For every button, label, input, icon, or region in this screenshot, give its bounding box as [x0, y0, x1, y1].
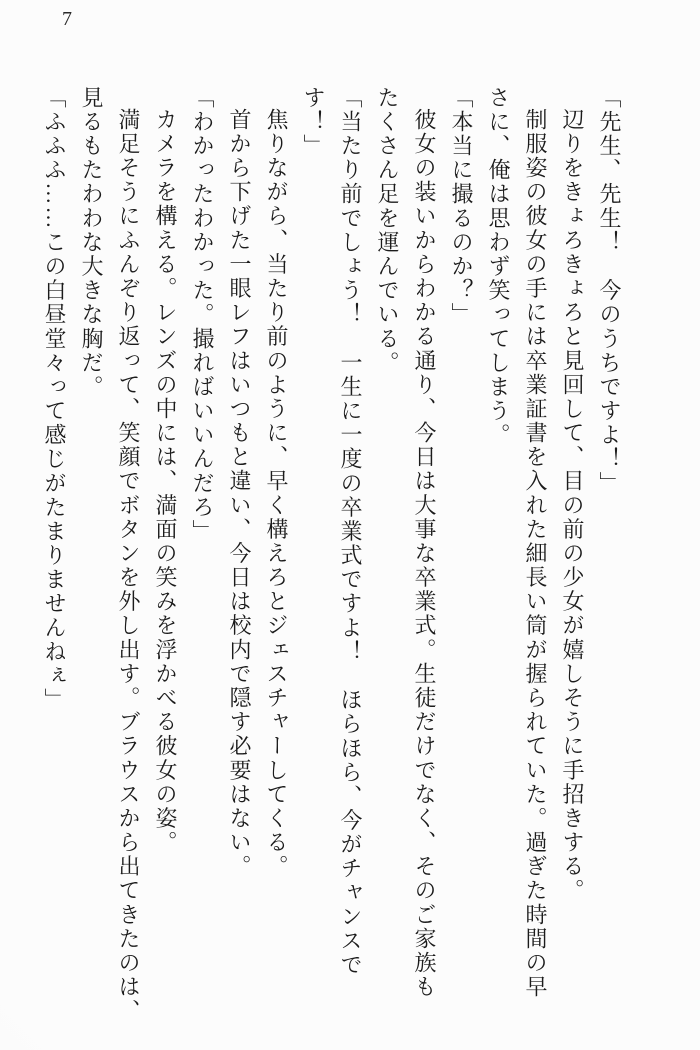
text-line: たくさん足を運んでいる。 [375, 86, 400, 376]
text-line: 焦りながら、当たり前のように、早く構えろとジェスチャーしてくる。 [264, 108, 289, 879]
text-line: 満足そうにふんぞり返って、笑顔でボタンを外し出す。ブラウスから出てきたのは、 [116, 108, 141, 1024]
text-line: 見るもたわわな大きな胸だ。 [79, 86, 104, 400]
text-line: 「先生、先生！ 今のうちですよ！」 [597, 86, 622, 496]
text-line: 彼女の装いからわかる通り、今日は大事な卒業式。生徒だけでなく、そのご家族も [412, 108, 437, 1000]
text-line: 「本当に撮るのか？」 [449, 86, 474, 327]
text-line: 「ふふふ……この白昼堂々って感じがたまりませんねぇ」 [42, 86, 67, 713]
text-line: 辺りをきょろきょろと見回して、目の前の少女が嬉しそうに手招きする。 [560, 108, 585, 903]
text-line: す！」 [301, 86, 326, 159]
text-columns [36, 86, 628, 1024]
text-line: カメラを構える。レンズの中には、満面の笑みを浮かべる彼女の姿。 [153, 108, 178, 855]
text-line: 制服姿の彼女の手には卒業証書を入れた細長い筒が握られていた。過ぎた時間の早 [523, 108, 548, 1000]
text-line: 「わかったわかった。撮ればいいんだろ」 [190, 86, 215, 544]
text-line: さに、俺は思わず笑ってしまう。 [486, 86, 511, 448]
text-line: 「当たり前でしょう！ 一生に一度の卒業式ですよ！ ほらほら、今がチャンスで [338, 86, 363, 978]
text-line: 首から下げた一眼レフはいつもと違い、今日は校内で隠す必要はない。 [227, 108, 252, 879]
page-number: 7 [62, 8, 72, 30]
